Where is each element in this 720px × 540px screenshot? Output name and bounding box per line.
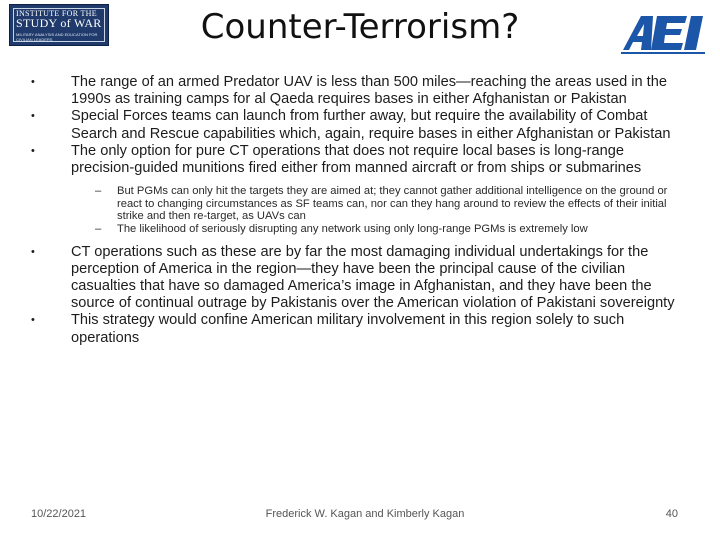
sub-bullet-list xyxy=(95,185,681,235)
sub-bullet-text: The likelihood of seriously disrupting any network using only long-range PGMs is extremely low xyxy=(117,223,588,235)
bullet-text: Special Forces teams can launch from further away, but require the availability of Combat Search and Rescue capabilities which, again, require bases in either Afghanistan or Pakistan xyxy=(71,108,671,142)
bullet-item xyxy=(31,143,681,177)
isw-logo-line2: STUDY of WAR xyxy=(16,16,102,30)
bullet-dot-icon: • xyxy=(31,144,35,157)
slide-title: Counter-Terrorism? xyxy=(200,7,520,47)
bullet-dot-icon: • xyxy=(31,314,35,327)
footer-date: 10/22/2021 xyxy=(31,508,87,520)
aei-logo xyxy=(617,10,709,56)
page-number: 40 xyxy=(665,508,678,520)
bullet-item xyxy=(31,244,681,313)
bullet-dot-icon: • xyxy=(31,245,35,258)
bullet-text: The only option for pure CT operations that does not require local bases is long-range precision-guided munitions fired either from manned aircraft or from ships or submarines xyxy=(71,142,642,177)
footer-authors: Frederick W. Kagan and Kimberly Kagan xyxy=(265,508,465,520)
bullet-dot-icon: • xyxy=(31,110,35,123)
dash-icon: – xyxy=(95,223,102,235)
bullet-text: CT operations such as these are by far the most damaging individual undertakings for the perception of America in the region—they have been the principal cause of the civilian casualties that have so damaged America’s image in Afghanistan, and they have been the source of continual outrage by Pakistanis over the American violation of Pakistani sovereignty xyxy=(71,243,675,312)
dash-icon: – xyxy=(95,185,102,198)
bullet-text: This strategy would confine American military involvement in this region solely to such operations xyxy=(71,312,625,346)
bullet-item xyxy=(31,312,681,346)
bullet-item xyxy=(31,74,681,108)
sub-bullet-text: But PGMs can only hit the targets they are aimed at; they cannot gather additional intelligence on the ground or react to changing circumstances as SF teams can, nor can they hang around to review the effects of their initial strike and then re-target, as UAVs can xyxy=(117,185,668,223)
slide-body xyxy=(31,74,681,347)
bullet-text: The range of an armed Predator UAV is less than 500 miles—reaching the areas used in the 1990s as training camps for al Qaeda requires bases in either Afghanistan or Pakistan xyxy=(71,74,667,108)
isw-logo-line3: MILITARY ANALYSIS AND EDUCATION FOR CIVILIAN LEADERS xyxy=(16,32,98,42)
sub-bullet-item xyxy=(95,223,681,236)
sub-bullet-item xyxy=(95,185,681,223)
bullet-item xyxy=(31,108,681,142)
bullet-dot-icon: • xyxy=(31,76,35,88)
aei-logo-mark xyxy=(621,16,705,54)
isw-logo-line1: INSTITUTE FOR THE xyxy=(16,9,97,18)
